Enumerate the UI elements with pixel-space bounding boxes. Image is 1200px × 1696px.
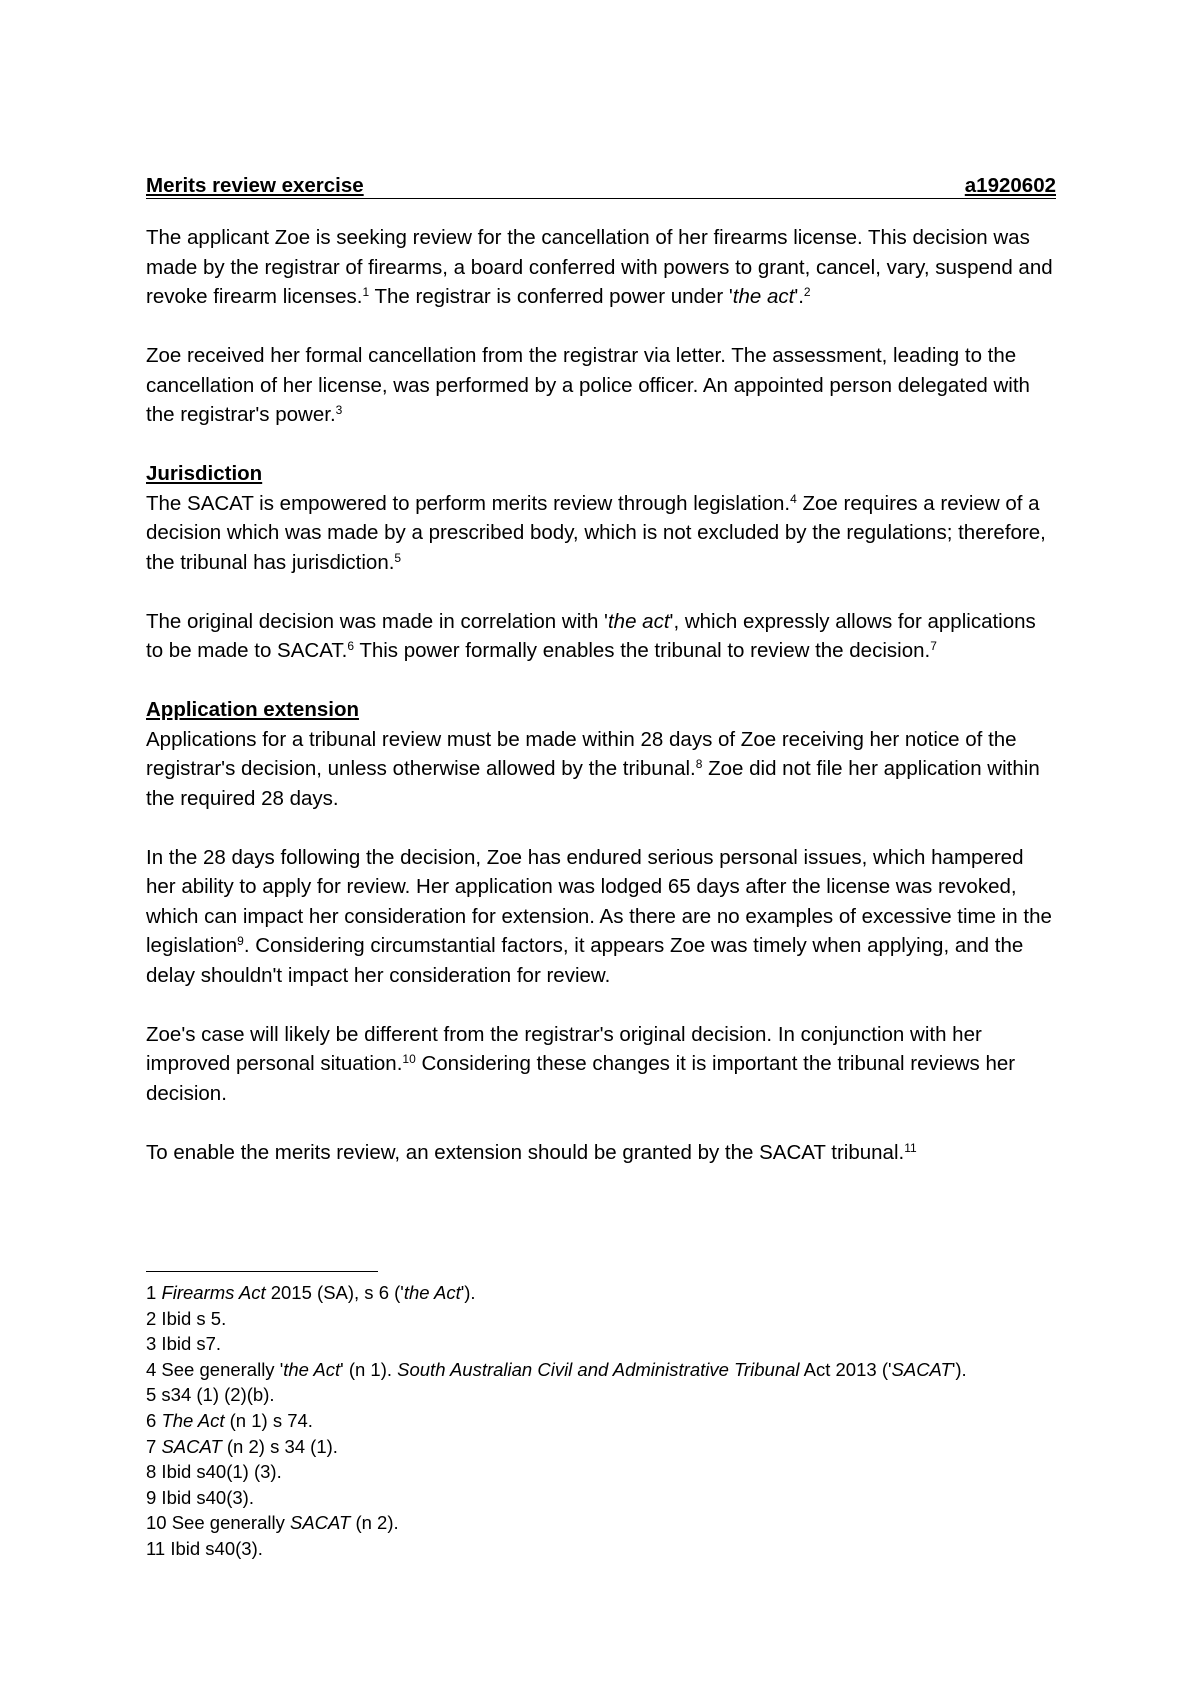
italic-text: Firearms Act bbox=[161, 1282, 266, 1303]
footnote-ref: 11 bbox=[904, 1140, 917, 1155]
text-span: The registrar is conferred power under ' bbox=[369, 285, 733, 308]
delegation-paragraph bbox=[146, 341, 1056, 430]
italic-text: SACAT bbox=[891, 1358, 952, 1380]
text-span: The applicant Zoe is seeking review for the cancellation of her firearms license. This decision was made by the registrar of firearms, a board conferred with powers to grant, cancel, vary, suspend and revoke firearm licenses. bbox=[146, 226, 1053, 308]
footnote-separator bbox=[146, 1271, 378, 1272]
document-body bbox=[146, 174, 1056, 1197]
text-span: '). bbox=[460, 1282, 476, 1303]
text-span: 7 bbox=[146, 1435, 162, 1457]
footnote-2: 2 Ibid s 5. bbox=[146, 1307, 227, 1329]
document-header bbox=[146, 174, 1056, 199]
footnote-ref: 6 bbox=[347, 639, 354, 653]
text-span: In the 28 days following the decision, Zoe has endured serious personal issues, which hampered her ability to apply for review. Her application was lodged 65 days after the license was revoked, which can impact her consideration for extension. As there are no examples of excessive time in the legislation bbox=[146, 845, 1052, 957]
text-span: Considering these changes it is important the tribunal reviews her decision. bbox=[146, 1052, 1016, 1105]
text-span: To enable the merits review, an extension should be granted by the SACAT tribunal. bbox=[146, 1140, 905, 1164]
footnote-8: 8 Ibid s40(1) (3). bbox=[146, 1461, 282, 1483]
document-title: Merits review exercise bbox=[146, 174, 364, 197]
italic-text: SACAT bbox=[290, 1512, 351, 1534]
footnote-ref: 4 bbox=[790, 491, 797, 506]
text-span: '). bbox=[951, 1358, 967, 1380]
text-span: Zoe requires a review of a decision which was made by a prescribed body, which is not excluded by the regulations; therefore, the tribunal has jurisdiction. bbox=[146, 491, 1046, 574]
footnote-ref: 7 bbox=[930, 639, 937, 653]
text-span: 4 See generally ' bbox=[146, 1358, 284, 1380]
footnote-ref: 9 bbox=[237, 934, 244, 948]
footnote-ref: 8 bbox=[695, 757, 703, 771]
text-span: 10 See generally bbox=[146, 1512, 290, 1534]
text-span: Zoe received her formal cancellation from the registrar via letter. The assessment, leading to the cancellation of her license, was performed by a police officer. An appointed person delegated with the registrar's power. bbox=[146, 344, 1030, 426]
extension-paragraph-4 bbox=[146, 1138, 1056, 1168]
footnote-ref: 2 bbox=[803, 285, 811, 299]
italic-text: the Act bbox=[403, 1282, 461, 1303]
text-span: ' (n 1). bbox=[340, 1358, 398, 1380]
extension-heading: Application extension bbox=[146, 698, 359, 721]
footnote-9: 9 Ibid s40(3). bbox=[146, 1486, 254, 1508]
text-span: ', which expressly allows for applications to be made to SACAT. bbox=[146, 609, 1036, 662]
footnote-5: 5 s34 (1) (2)(b). bbox=[146, 1384, 275, 1406]
extension-paragraph-1 bbox=[146, 725, 1056, 814]
italic-text: SACAT bbox=[161, 1435, 222, 1457]
text-span: Zoe's case will likely be different from the registrar's original decision. In conjunction with her improved personal situation. bbox=[146, 1022, 982, 1075]
footnote-6 bbox=[146, 1408, 1106, 1434]
footnote-ref: 5 bbox=[394, 550, 402, 565]
footnote-10 bbox=[146, 1510, 1106, 1536]
footnote-7 bbox=[146, 1434, 1106, 1460]
footnotes-list bbox=[146, 1280, 1106, 1562]
text-span: (n 2). bbox=[350, 1512, 399, 1534]
italic-text: The Act bbox=[161, 1409, 225, 1431]
footnote-4 bbox=[146, 1357, 1106, 1383]
text-span: Act 2013 (' bbox=[799, 1358, 892, 1380]
text-span: The SACAT is empowered to perform merits review through legislation. bbox=[146, 491, 791, 515]
text-span: '. bbox=[794, 285, 804, 308]
jurisdiction-paragraph-1 bbox=[146, 489, 1056, 578]
student-id: a1920602 bbox=[964, 174, 1056, 197]
footnote-ref: 3 bbox=[335, 403, 343, 417]
extension-paragraph-2 bbox=[146, 843, 1056, 991]
italic-text: the act bbox=[732, 285, 795, 308]
text-span: . Considering circumstantial factors, it appears Zoe was timely when applying, and the delay shouldn't impact her consideration for review. bbox=[146, 934, 1024, 987]
text-span: The original decision was made in correlation with ' bbox=[146, 609, 608, 633]
jurisdiction-paragraph-2 bbox=[146, 607, 1056, 666]
footnote-1 bbox=[146, 1280, 1106, 1306]
footnote-11: 11 Ibid s40(3). bbox=[146, 1537, 263, 1559]
italic-text: the Act bbox=[283, 1358, 341, 1380]
extension-paragraph-3 bbox=[146, 1020, 1056, 1109]
footnote-ref: 10 bbox=[402, 1052, 416, 1066]
italic-text: South Australian Civil and Administrative Tribunal bbox=[397, 1358, 800, 1380]
italic-text: the act bbox=[607, 609, 670, 633]
intro-paragraph bbox=[146, 223, 1056, 312]
text-span: Zoe did not file her application within the required 28 days. bbox=[146, 757, 1040, 810]
text-span: 6 bbox=[146, 1409, 162, 1431]
text-span: (n 2) s 34 (1). bbox=[221, 1435, 338, 1457]
text-span: 1 bbox=[146, 1282, 162, 1303]
footnote-3: 3 Ibid s7. bbox=[146, 1333, 222, 1355]
jurisdiction-heading: Jurisdiction bbox=[146, 462, 263, 485]
text-span: 2015 (SA), s 6 (' bbox=[265, 1282, 404, 1303]
text-span: (n 1) s 74. bbox=[224, 1409, 313, 1431]
text-span: Applications for a tribunal review must be made within 28 days of Zoe receiving her notice of the registrar's decision, unless otherwise allowed by the tribunal. bbox=[146, 727, 1017, 780]
footnote-ref: 1 bbox=[362, 285, 370, 299]
text-span: This power formally enables the tribunal to review the decision. bbox=[354, 639, 931, 662]
